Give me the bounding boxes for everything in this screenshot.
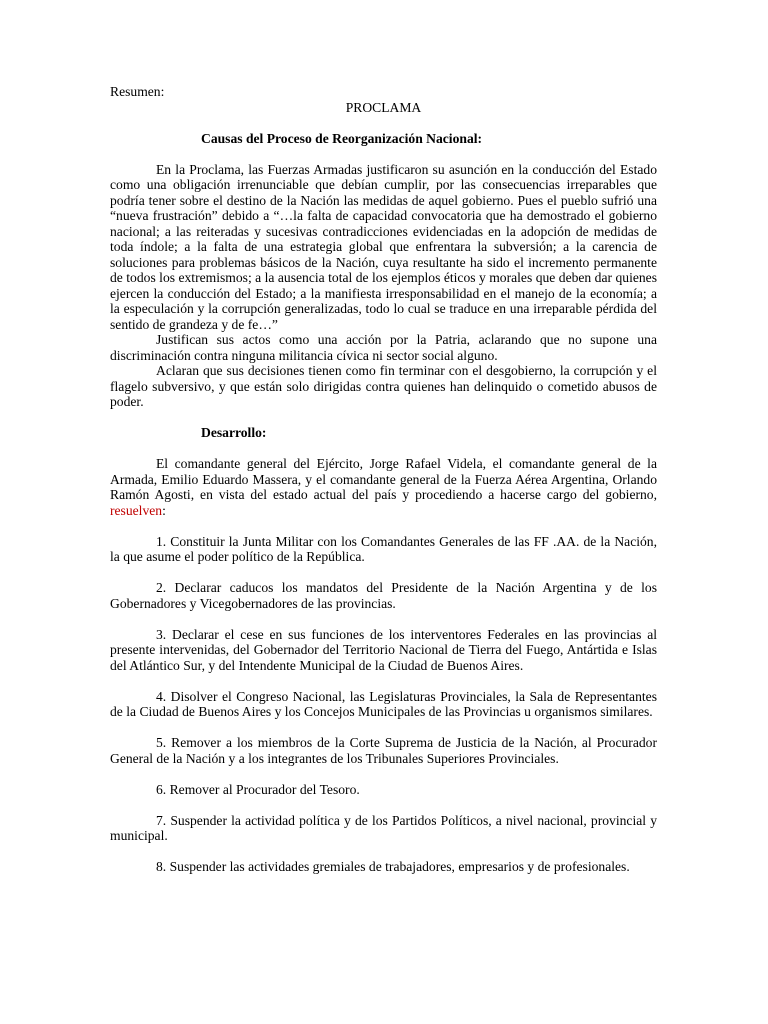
section-heading-causas: Causas del Proceso de Reorganización Nacional: — [201, 130, 483, 146]
spacer — [110, 518, 657, 534]
spacer — [110, 844, 657, 860]
causas-paragraph-1: En la Proclama, las Fuerzas Armadas justificaron su asunción en la conducción del Estado como una obligación irrenunciable que debían cumplir, por las consecuencias irreparables que podría tener sobre el destino de la Nación las medidas de aquel gobierno. Pues el pueblo sufrió una “nueva frustración” debido a “…la falta de capacidad convocatoria que ha demostrado el gobierno nacional; a las reiteradas y sucesivas contradicciones evidenciadas en la adopción de medidas de toda índole; a la falta de una estrategia global que enfrentara la subversión; a la carencia de soluciones para problemas básicos de la Nación, cuya resultante ha sido el incremento permanente de todos los extremismos; a la ausencia total de los ejemplos éticos y morales que deben dar quienes ejercen la conducción del Estado; a la manifiesta irresponsabilidad en el manejo de la economía; a la especulación y la corrupción generalizadas, todo lo cual se traduce en una irreparable pérdida del sentido de grandeza y de fe…” — [110, 161, 657, 332]
list-item-5: 5. Remover a los miembros de la Corte Suprema de Justicia de la Nación, al Procurador General de la Nación y a los integrantes de los Tribunales Superiores Provinciales. — [110, 735, 657, 766]
spacer — [110, 565, 657, 581]
list-item-8: 8. Suspender las actividades gremiales de trabajadores, empresarios y de profesionales. — [156, 859, 630, 874]
resuelven-link[interactable]: resuelven — [110, 502, 163, 518]
spacer — [110, 766, 657, 782]
causas-paragraph-3: Aclaran que sus decisiones tienen como fin terminar con el desgobierno, la corrupción y el flagelo subversivo, y que están solo dirigidas contra quienes han delinquido o cometido abusos de poder. — [110, 363, 657, 409]
list-item-6: 6. Remover al Procurador del Tesoro. — [156, 781, 360, 797]
spacer — [110, 115, 657, 131]
section-heading-desarrollo: Desarrollo: — [201, 425, 267, 440]
desarrollo-colon: : — [162, 502, 166, 518]
desarrollo-intro-text: El comandante general del Ejército, Jorge Rafael Videla, el comandante general de la Armada, Emilio Eduardo Massera, y el comandante general de la Fuerza Aérea Argentina, Orlando Ramón Agosti, en vista del estado actual del país y procediendo a hacerse cargo del gobierno, — [110, 456, 657, 502]
desarrollo-paragraph — [110, 456, 657, 518]
spacer — [110, 146, 657, 162]
list-item-3: 3. Declarar el cese en sus funciones de los interventores Federales en las provincias al presente intervenidas, del Gobernador del Territorio Nacional de Tierra del Fuego, Antártida e Islas del Atlántico Sur, y del Intendente Municipal de la Ciudad de Buenos Aires. — [110, 626, 657, 673]
list-item-4: 4. Disolver el Congreso Nacional, las Legislaturas Provinciales, la Sala de Representantes de la Ciudad de Buenos Aires y los Concejos Municipales de las Provincias u organismos similares. — [110, 688, 657, 719]
spacer — [110, 611, 657, 627]
causas-paragraph-2: Justifican sus actos como una acción por la Patria, aclarando que no supone una discriminación contra ninguna militancia cívica ni sector social alguno. — [110, 332, 657, 363]
document-page — [110, 84, 657, 875]
spacer — [110, 720, 657, 736]
spacer — [110, 797, 657, 813]
spacer — [110, 673, 657, 689]
spacer — [110, 441, 657, 457]
list-item-2: 2. Declarar caducos los mandatos del Presidente de la Nación Argentina y de los Gobernadores y Vicegobernadores de las provincias. — [110, 580, 657, 611]
resumen-label: Resumen: — [110, 84, 165, 99]
list-item-7: 7. Suspender la actividad política y de los Partidos Políticos, a nivel nacional, provincial y municipal. — [110, 812, 657, 843]
list-item-1: 1. Constituir la Junta Militar con los Comandantes Generales de las FF .AA. de la Nación, la que asume el poder político de la República. — [110, 533, 657, 564]
spacer — [110, 410, 657, 426]
document-title: PROCLAMA — [345, 99, 422, 115]
